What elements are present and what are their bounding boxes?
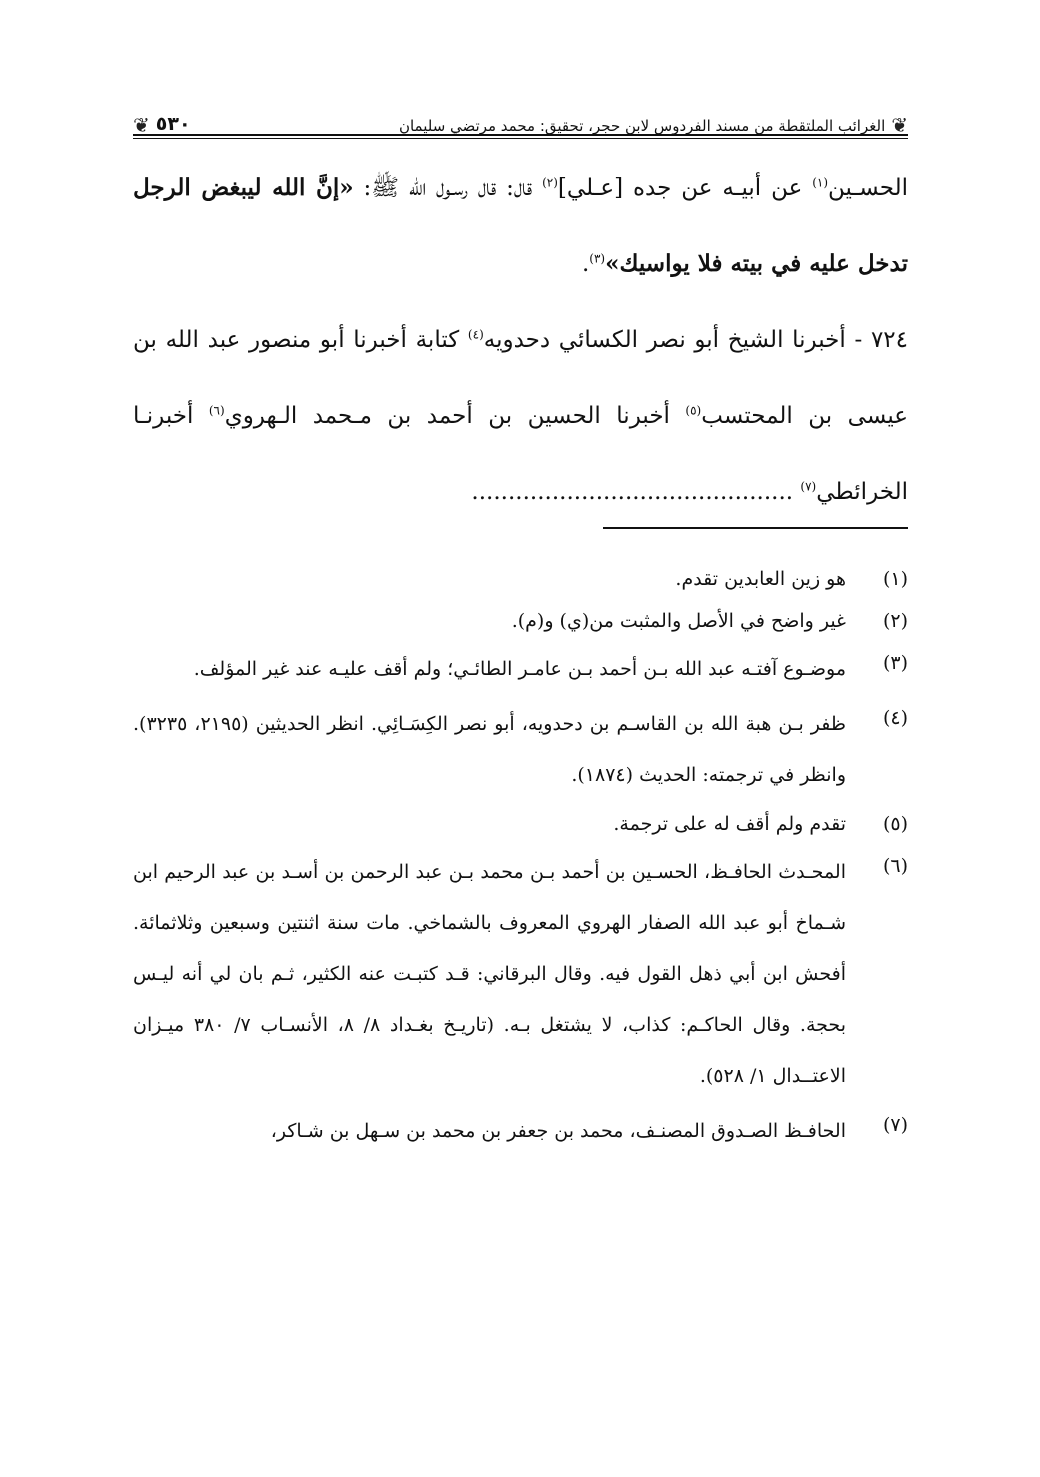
footnote-number: (٢) xyxy=(882,610,908,632)
footnote-number: (٦) xyxy=(882,855,908,877)
hadith-text-segment: أخبرنـا الخرائطي xyxy=(133,403,908,505)
continuation-dots: ............................................ xyxy=(471,479,801,505)
footnote-number: (١) xyxy=(882,568,908,590)
footnote-ref-6: (٦) xyxy=(208,403,225,418)
footnote-item xyxy=(133,699,908,801)
footnote-separator xyxy=(603,527,908,529)
ornament-left-icon: ❦ xyxy=(133,113,150,137)
footnote-number: (٤) xyxy=(882,707,908,729)
footnote-ref-7: (٧) xyxy=(800,479,817,494)
footnote-ref-2: (٢) xyxy=(542,175,558,190)
continuation-text-start: الحسـين xyxy=(828,175,908,201)
hadith-paragraph xyxy=(133,302,908,530)
footnote-ref-1: (١) xyxy=(812,175,829,190)
footnote-text: الحافـظ الصـدوق المصنـف، محمد بن جعفر بن محمد بن سـهل بن شـاكر، xyxy=(270,1120,846,1142)
footnote-item xyxy=(133,602,908,640)
footnote-number: (٣) xyxy=(882,652,908,674)
continuation-text-end: . xyxy=(581,251,590,277)
hadith-quote: «إنَّ الله ليبغض الرجل تدخل عليه في بيته فلا يواسيك» xyxy=(133,174,908,277)
footnote-ref-4: (٤) xyxy=(467,327,484,342)
footnote-text: ظفر بـن هبة الله بن القاسـم بن دحدويه، أبو نصر الكِسَـائِي. انظر الحديثين (٢١٩٥، ٣٢٣٥). وانظر في ترجمته: الحديث (١٨٧٤). xyxy=(133,713,846,786)
footnote-text: المحـدث الحافـظ، الحسـين بن أحمد بـن محمد بـن عبد الرحمن بن أسـد بن عبد الرحيم ابن شـماخ أبو عبد الله الصفار الهروي المعروف بالشماخي. مات سنة اثنتين وسبعين وثلاثمائة. أفحش ابن أبي ذهل القول فيه. وقال البرقاني: قـد كتبـت عنه الكثير، ثـم بان لي أنه ليـس بحجة. وقال الحاكـم: كذاب، لا يشتغل بـه. (تاريـخ بغـداد ٨/ ٨، الأنسـاب ٧/ ٣٨٠ ميـزان الاعتــدال ١/ ٥٢٨). xyxy=(133,861,846,1087)
footnote-item xyxy=(133,560,908,598)
footnote-number: (٧) xyxy=(882,1114,908,1136)
header-title: الغرائب الملتقطة من مسند الفردوس لابن حجر، تحقيق: محمد مرتضي سليمان xyxy=(398,117,886,135)
continuation-text-speech: قال: قال رسـول الله ﷺ: xyxy=(353,175,543,201)
page-number: ٥٣٠ xyxy=(155,113,191,135)
footnote-item xyxy=(133,805,908,843)
main-text xyxy=(133,150,908,530)
hadith-text-segment: كتابة أخبرنا أبو منصور عبد الله بن عيسى بن المحتسب xyxy=(133,327,909,429)
hadith-text-start: ٧٢٤ - أخبرنا الشيخ أبو نصر الكسائي دحدويه xyxy=(483,327,908,353)
footnote-text: موضـوع آفتـه عبد الله بـن أحمد بـن عامـر الطائـي؛ ولم أقف عليـه عند غير المؤلف. xyxy=(193,658,846,680)
continuation-text-middle: عن أبيـه عن جده [عـلي] xyxy=(557,175,813,201)
footnote-ref-3: (٣) xyxy=(589,251,606,266)
footnote-text: غير واضح في الأصل والمثبت من(ي) و(م). xyxy=(511,610,846,632)
footnote-item xyxy=(133,847,908,1102)
continuation-paragraph xyxy=(133,150,908,302)
footnote-text: هو زين العابدين تقدم. xyxy=(675,568,846,590)
footnote-ref-5: (٥) xyxy=(685,403,702,418)
running-header xyxy=(133,99,908,135)
footnote-text: تقدم ولم أقف له على ترجمة. xyxy=(613,813,846,835)
ornament-right-icon: ❦ xyxy=(891,113,908,137)
footnote-number: (٥) xyxy=(882,813,908,835)
footnotes xyxy=(133,560,908,1161)
footnote-item xyxy=(133,644,908,695)
footnote-item xyxy=(133,1106,908,1157)
header-rule xyxy=(133,134,908,139)
hadith-text-segment: أخبرنا الحسين بن أحمد بن مـحمد الـهروي xyxy=(224,403,686,429)
